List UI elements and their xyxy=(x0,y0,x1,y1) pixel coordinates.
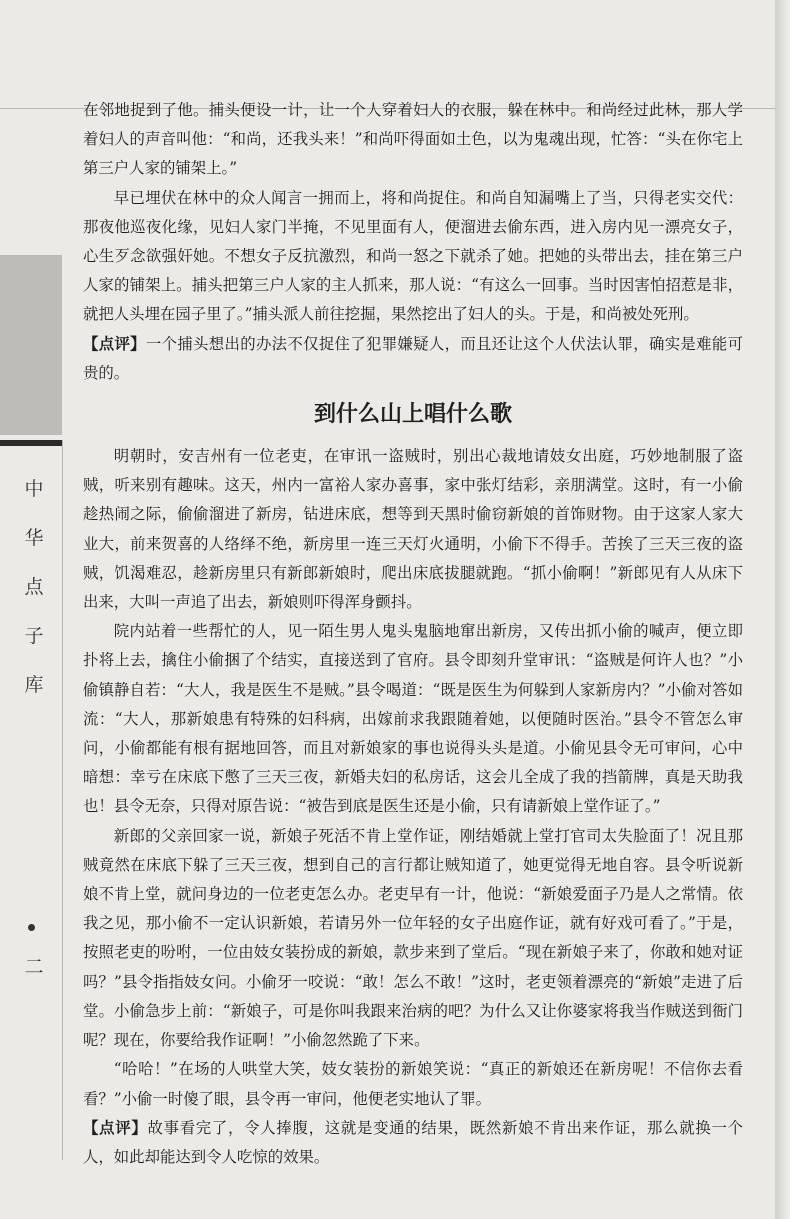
sidebar-shade-block xyxy=(0,255,62,435)
story2-paragraph: “哈哈！”在场的人哄堂大笑，妓女装扮的新娘笑说：“真正的新娘还在新房呢！不信你去看看？”小偷一时傻了眼，县令再一审问，他便老实地认了罪。 xyxy=(83,1060,743,1108)
story2-title: 到什么山上唱什么歌 xyxy=(313,402,512,428)
page-content xyxy=(83,96,743,1172)
page-edge xyxy=(775,0,790,1219)
sidebar-divider-bar xyxy=(0,440,62,446)
story2-paragraph: 明朝时，安吉州有一位老吏，在审讯一盗贼时，别出心裁地请妓女出庭，巧妙地制服了盗贼，听来别有趣味。这天，州内一富裕人家办喜事，家中张灯结彩，亲朋满堂。这时，有一小偷趁热闹之际，偷偷溜进了新房，钻进床底，想等到天黑时偷窃新娘的首饰财物。由于这家人家大业大，前来贺喜的人络绎不绝，新房里一连三天灯火通明，小偷下不得手。苦挨了三天三夜的盗贼，饥渴难忍，趁新房里只有新郎新娘时，爬出床底拔腿就跑。“抓小偷啊！”新郎见有人从床下出来，大叫一声追了出去，新娘则吓得浑身颤抖。 xyxy=(83,447,743,612)
side-title-char: 子 xyxy=(24,625,44,647)
story1-paragraph: 早已埋伏在林中的众人闻言一拥而上，将和尚捉住。和尚自知漏嘴上了当，只得老实交代：那夜他巡夜化缘，见妇人家门半掩，不见里面有人，便溜进去偷东西，进入房内见一漂亮女子，心生歹念欲强奸她。不想女子反抗激烈，和尚一怒之下就杀了她。把她的头带出去，挂在第三户人家的铺架上。捕头把第三户人家的主人抓来，那人说：“有这么一回事。当时因害怕招惹是非，就把人头埋在园子里了。”捕头派人前往挖掘，果然挖出了妇人的头。于是，和尚被处死刑。 xyxy=(83,188,743,324)
story2-comment xyxy=(83,1114,743,1172)
comment-tag: 【点评】 xyxy=(83,334,146,353)
comment-text: 一个捕头想出的办法不仅捉住了犯罪嫌疑人，而且还让这个人伏法认罪，确实是难能可贵的。 xyxy=(83,334,743,382)
page-number: 二 xyxy=(24,956,44,978)
side-title-char: 库 xyxy=(24,674,44,696)
side-title-char: 中 xyxy=(24,478,44,500)
comment-tag: 【点评】 xyxy=(83,1118,148,1137)
story1-comment xyxy=(83,330,743,388)
side-title-char: 点 xyxy=(24,576,44,598)
story2-paragraph: 院内站着一些帮忙的人，见一陌生男人鬼头鬼脑地窜出新房，又传出抓小偷的喊声，便立即扑将上去，擒住小偷捆了个结实，直接送到了官府。县令即刻升堂审讯：“盗贼是何许人也？”小偷镇静自若：“大人，我是医生不是贼。”县令喝道：“既是医生为何躲到人家新房内？”小偷对答如流：“大人，那新娘患有特殊的妇科病，出嫁前求我跟随着她，以便随时医治。”县令不管怎么审问，小偷都能有根有据地回答，而且对新娘家的事也说得头头是道。小偷见县令无可审问，心中暗想：幸亏在床底下憋了三天三夜，新婚夫妇的私房话，这会儿全成了我的挡箭牌，真是天助我也！县令无奈，只得对原告说：“被告到底是医生还是小偷，只有请新娘上堂作证了。” xyxy=(83,622,743,816)
story2-paragraph: 新郎的父亲回家一说，新娘子死活不肯上堂作证，刚结婚就上堂打官司太失脸面了！况且那贼竟然在床底下躲了三天三夜，想到自己的言行都让贼知道了，她更觉得无地自容。县令听说新娘不肯上堂，就问身边的一位老吏怎么办。老吏早有一计，他说：“新娘爱面子乃是人之常情。依我之见，那小偷不一定认识新娘，若请另外一位年轻的女子出庭作证，就有好戏可看了。”于是，按照老吏的吩咐，一位由妓女装扮成的新娘，款步来到了堂后。“现在新娘子来了，你敢和她对证吗？”县令指指妓女问。小偷牙一咬说：“敢！怎么不敢！”这时，老吏领着漂亮的“新娘”走进了后堂。小偷急步上前：“新娘子，可是你叫我跟来治病的吧？为什么又让你婆家将我当作贼送到衙门呢？现在，你要给我作证啊！”小偷忽然跪了下来。 xyxy=(83,826,743,1050)
story1-paragraph: 在邻地捉到了他。捕头便设一计，让一个人穿着妇人的衣服，躲在林中。和尚经过此林，那人学着妇人的声音叫他：“和尚，还我头来！”和尚吓得面如土色，以为鬼魂出现，忙答：“头在你宅上第三户人家的铺架上。” xyxy=(83,101,743,178)
bullet-dot xyxy=(28,924,35,931)
comment-text: 故事看完了，令人捧腹，这就是变通的结果，既然新娘不肯出来作证，那么就换一个人，如此却能达到令人吃惊的效果。 xyxy=(83,1118,743,1166)
side-book-title xyxy=(22,465,46,710)
sidebar-rule xyxy=(62,440,63,1160)
side-title-char: 华 xyxy=(24,527,44,549)
